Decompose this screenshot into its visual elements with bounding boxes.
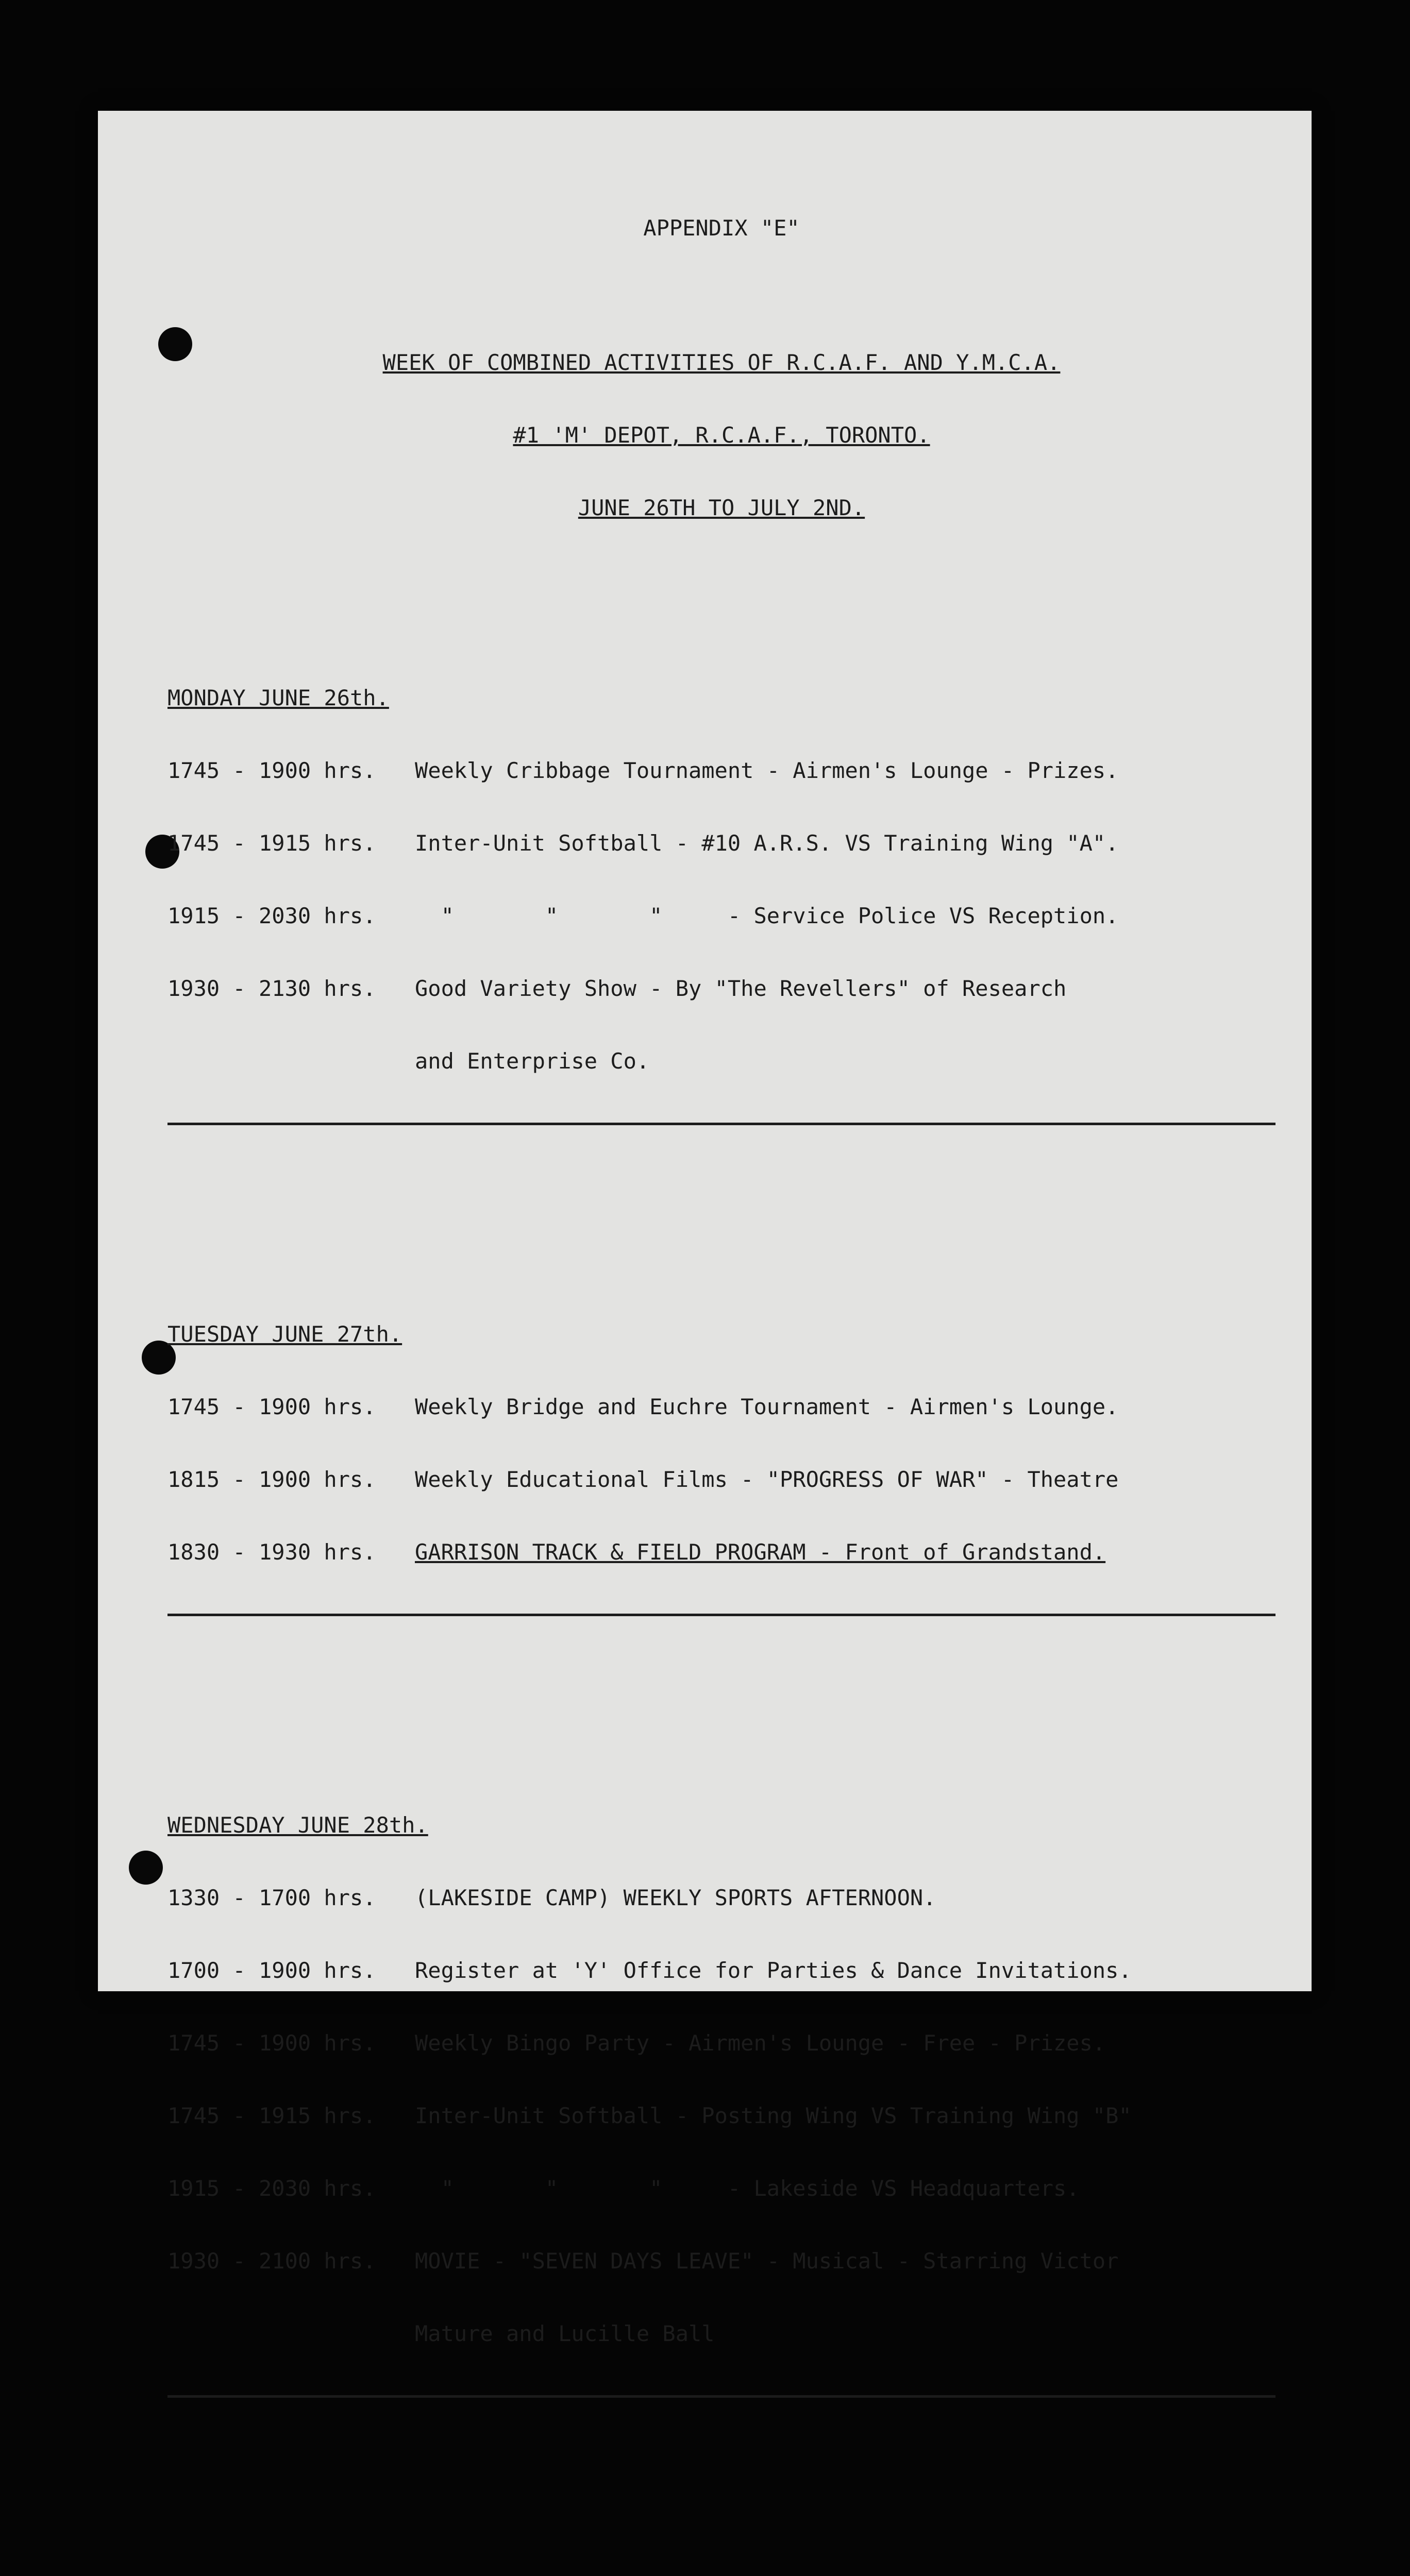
section-divider [167, 1614, 1275, 1616]
schedule-row [167, 976, 1275, 1001]
section-divider [167, 1123, 1275, 1125]
event-text: Weekly Educational Films - "PROGRESS OF WAR" - Theatre [415, 1467, 1119, 1492]
event-time: 1745 - 1915 hrs. [167, 2103, 376, 2128]
schedule-row [167, 2249, 1275, 2273]
title-line-3: JUNE 26TH TO JULY 2ND. [578, 495, 865, 520]
document-page [98, 111, 1312, 2346]
event-text: " " " - Lakeside VS Headquarters. [415, 2176, 1080, 2201]
event-text: Inter-Unit Softball - #10 A.R.S. VS Training Wing "A". [415, 831, 1119, 856]
event-text: Weekly Bridge and Euchre Tournament - Airmen's Lounge. [415, 1394, 1119, 1419]
document-body [167, 167, 1275, 2576]
schedule-row [167, 1886, 1275, 1910]
event-time: 1700 - 1900 hrs. [167, 1958, 376, 1983]
title-line-2: #1 'M' DEPOT, R.C.A.F., TORONTO. [513, 422, 930, 448]
event-text: MOVIE - "SEVEN DAYS LEAVE" - Musical - Starring Victor [415, 2248, 1119, 2274]
schedule-row [167, 2031, 1275, 2055]
schedule-row [167, 2176, 1275, 2200]
schedule-row [167, 758, 1275, 783]
event-time: 1915 - 2030 hrs. [167, 2176, 376, 2201]
event-time: 1745 - 1915 hrs. [167, 831, 376, 856]
day-section-monday [167, 637, 1275, 1177]
event-time: 1745 - 1900 hrs. [167, 758, 376, 783]
day-section-wednesday [167, 1765, 1275, 2449]
schedule-row [167, 904, 1275, 928]
schedule-row [167, 1540, 1275, 1564]
schedule-row [167, 2104, 1275, 2128]
event-text: Inter-Unit Softball - Posting Wing VS Training Wing "B" [415, 2103, 1132, 2128]
day-label: WEDNESDAY JUNE 28th. [167, 1812, 428, 1838]
schedule-row [167, 1958, 1275, 1982]
day-label: TUESDAY JUNE 27th. [167, 1321, 402, 1347]
event-text: Weekly Cribbage Tournament - Airmen's Lounge - Prizes. [415, 758, 1119, 783]
event-time: 1330 - 1700 hrs. [167, 1885, 376, 1910]
day-section-thursday [167, 2546, 1275, 2576]
event-time: 1745 - 1900 hrs. [167, 2030, 376, 2056]
section-divider [167, 2395, 1275, 2398]
event-time: 1930 - 2100 hrs. [167, 2248, 376, 2274]
event-text: Register at 'Y' Office for Parties & Dance Invitations. [415, 1958, 1132, 1983]
day-section-tuesday [167, 1274, 1275, 1668]
event-text: Good Variety Show - By "The Revellers" of Research [415, 976, 1067, 1001]
title-line-1: WEEK OF COMBINED ACTIVITIES OF R.C.A.F. AND Y.M.C.A. [382, 350, 1061, 375]
punch-hole-bottom [129, 1851, 163, 1885]
event-text: " " " - Service Police VS Reception. [415, 903, 1119, 928]
event-text: GARRISON TRACK & FIELD PROGRAM - Front of Grandstand. [415, 1539, 1106, 1565]
event-continuation: Mature and Lucille Ball [415, 2321, 715, 2346]
day-label: MONDAY JUNE 26th. [167, 685, 389, 710]
event-time: 1930 - 2130 hrs. [167, 976, 376, 1001]
event-continuation: and Enterprise Co. [415, 1048, 650, 1074]
event-time: 1830 - 1930 hrs. [167, 1539, 376, 1565]
event-text: (LAKESIDE CAMP) WEEKLY SPORTS AFTERNOON. [415, 1885, 936, 1910]
schedule-row [167, 1467, 1275, 1492]
event-time: 1745 - 1900 hrs. [167, 1394, 376, 1419]
schedule-row [167, 1395, 1275, 1419]
appendix-label: APPENDIX "E" [643, 215, 800, 241]
event-text: Weekly Bingo Party - Airmen's Lounge - Free - Prizes. [415, 2030, 1106, 2056]
event-time: 1915 - 2030 hrs. [167, 903, 376, 928]
event-time: 1815 - 1900 hrs. [167, 1467, 376, 1492]
schedule-row [167, 831, 1275, 855]
